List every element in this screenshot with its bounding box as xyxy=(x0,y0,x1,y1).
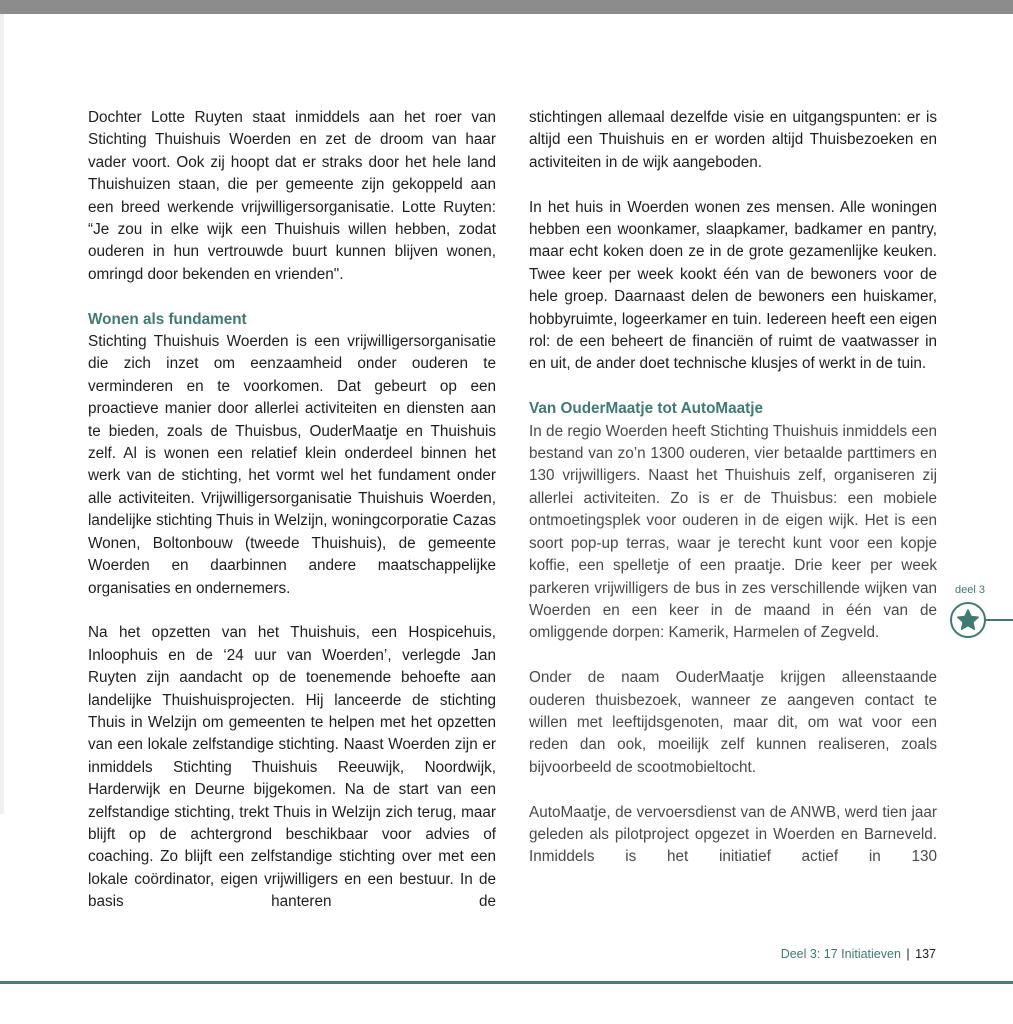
paragraph: Stichting Thuishuis Woerden is een vrijwilligersorganisatie die zich inzet om eenzaamheid onder ouderen te verminderen en te voorkomen. Dat gebeurt op een proactieve manier door allerlei activiteiten en diensten aan te bieden, zoals de Thuisbus, OuderMaatje en Thuishuis zelf. Al is wonen een relatief klein onderdeel binnen het werk van de stichting, het vormt wel het fundament onder alle activiteiten. Vrijwilligersorganisatie Thuishuis Woerden, landelijke stichting Thuis in Welzijn, woningcorporatie Cazas Wonen, Boltonbouw (tweede Thuishuis), de gemeente Woerden en daarbinnen andere maatschappelijke organisaties en ondernemers. xyxy=(88,333,496,597)
footer-separator: | xyxy=(906,947,910,961)
paragraph: Dochter Lotte Ruyten staat inmiddels aan het roer van Stichting Thuishuis Woerden en zet de droom van haar vader voort. Ook zij hoopt dat er straks door het hele land Thuishuizen staan, die per gemeente zijn gekoppeld aan een breed werkende vrijwilligersorganisatie. Lotte Ruyten: “Je zou in elke wijk een Thuishuis willen hebben, zodat ouderen in hun vertrouwde buurt kunnen blijven wonen, omringd door bekenden en vrienden". xyxy=(88,109,496,283)
tab-connector-line xyxy=(986,619,1013,621)
right-column xyxy=(529,107,937,869)
page-footer xyxy=(781,947,936,961)
page-number: 137 xyxy=(915,947,936,961)
paragraph: AutoMaatje, de vervoersdienst van de ANWB, werd tien jaar geleden als pilotproject opgezet in Woerden en Barneveld. Inmiddels is het initiatief actief in 130 xyxy=(529,803,937,866)
paragraph: stichtingen allemaal dezelfde visie en uitgangspunten: er is altijd een Thuishuis en er worden altijd Thuisbezoeken en activiteiten in de wijk aangeboden. xyxy=(529,109,937,171)
star-badge xyxy=(950,602,986,638)
paragraph: Na het opzetten van het Thuishuis, een Hospicehuis, Inloophuis en de ‘24 uur van Woerden’, verlegde Jan Ruyten zijn aandacht op de toenemende behoefte aan landelijke Thuishuisprojecten. Hij lanceerde de stichting Thuis in Welzijn om gemeenten te helpen met het opzetten van een lokale zelfstandige stichting. Naast Woerden zijn er inmiddels Stichting Thuishuis Reeuwijk, Noordwijk, Harderwijk en Deurne bijgekomen. Na de start van een zelfstandige stichting, trekt Thuis in Welzijn zich terug, maar blijft op de achtergrond beschikbaar voor advies of coaching. Zo blijft een zelfstandige stichting over met een lokale coördinator, eigen vrijwilligers en een bestuur. In de basis hanteren de xyxy=(88,624,496,911)
section-heading: Wonen als fundament xyxy=(88,310,247,328)
bottom-rule xyxy=(0,981,1013,984)
paragraph: In het huis in Woerden wonen zes mensen. Alle woningen hebben een woonkamer, slaapkamer, badkamer en pantry, maar echt koken doen ze in de grote gezamenlijke keuken. Twee keer per week kookt één van de bewoners voor de hele groep. Daarnaast delen de bewoners een huiskamer, hobbyruimte, logeerkamer en tuin. Iedereen heeft een eigen rol: de een beheert de financiën of ruimt de vaatwasser in en uit, de ander doet technische klusjes of werkt in de tuin. xyxy=(529,198,937,373)
star-icon xyxy=(955,607,981,633)
previous-page-edge xyxy=(0,14,4,814)
paragraph: In de regio Woerden heeft Stichting Thuishuis inmiddels een bestand van zo’n 1300 ouderen, vier betaalde parttimers en 130 vrijwilligers. Naast het Thuishuis zelf, organiseren zij allerlei activiteiten. Zo is er de Thuisbus: een mobiele ontmoetingsplek voor ouderen in de eigen wijk. Het is een soort pop-up terras, waar je terecht kunt voor een kopje koffie, een spelletje of een praatje. Drie keer per week parkeren vrijwilligers de bus in zes verschillende wijken van Woerden en een keer in de maand in één van de omliggende dorpen: Kamerik, Harmelen of Zegveld. xyxy=(529,422,937,642)
section-tab[interactable] xyxy=(950,584,1013,664)
section-heading: Van OuderMaatje tot AutoMaatje xyxy=(529,400,764,418)
left-column xyxy=(88,107,496,914)
section-tab-label: deel 3 xyxy=(955,584,985,596)
paragraph: Onder de naam OuderMaatje krijgen alleenstaande ouderen thuisbezoek, wanneer ze aangeven contact te willen met leeftijdsgenoten, maar dit, om wat voor een reden dan ook, moeilijk zelf kunnen realiseren, zoals bijvoorbeeld de scootmobieltocht. xyxy=(529,669,937,776)
footer-section-title: Deel 3: 17 Initiatieven xyxy=(780,947,901,961)
viewer-top-bar xyxy=(0,0,1013,14)
